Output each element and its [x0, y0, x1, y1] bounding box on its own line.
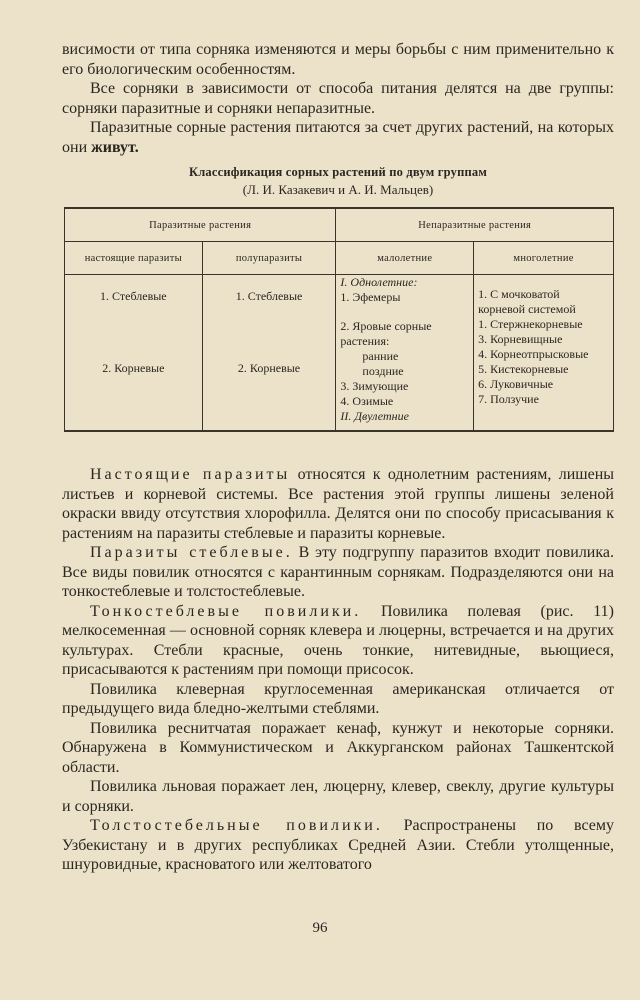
cell-perennial — [474, 275, 614, 432]
table-cell: 1. Эфемеры — [340, 290, 401, 304]
paragraph-ciliate-dodder: Повилика реснитчатая поражает кенаф, кунжут и некоторые сорняки. Обнаружена в Коммунистическом и Аккурганском районах Ташкентской области. — [62, 719, 614, 776]
paragraph-flax-dodder: Повилика льновая поражает лен, люцерну, клевер, свеклу, другие культуры и сорняки. — [62, 778, 614, 815]
table-header-row-1 — [65, 208, 614, 242]
header-true-parasites: настоящие паразиты — [65, 242, 203, 275]
intro-paragraph-3-bold: живут. — [91, 138, 139, 156]
intro-paragraph-3 — [62, 118, 614, 157]
table-caption — [62, 164, 614, 198]
paragraph-thin-stem — [62, 602, 614, 680]
table-cell: 1. Стеблевые — [100, 289, 167, 303]
term-thick-stem: Толстостебельные повилики. — [90, 817, 383, 834]
table-cell: 1. С мочковатой корневой системой — [478, 287, 576, 316]
header-nonparasitic: Непаразитные растения — [336, 208, 614, 242]
paragraph-text: Распространены по всему Узбекистану и в других республиках Средней Азии. Стебли утолщенные, шнуровидные, красноватого или желтоватого — [62, 817, 614, 873]
cell-short-lived — [336, 275, 474, 432]
table-cell: 2. Корневые — [237, 361, 301, 375]
intro-paragraph-1: висимости от типа сорняка изменяются и меры борьбы с ним применительно к его биологическим особенностям. — [62, 41, 614, 78]
paragraph-stem-parasites — [62, 543, 614, 602]
paragraph-text: относятся к однолетним растениям, лишены листьев и корневой системы. Все растения этой группы лишены зеленой окраски ввиду отсутствия хлорофилла. Делятся они по способу присасывания к растениям на паразиты стеблевые и паразиты корневые. — [62, 466, 615, 542]
body-text — [62, 465, 614, 875]
table-header-row-2 — [65, 242, 614, 275]
table-cell: 2. Корневые — [102, 361, 165, 375]
header-short-lived: малолетние — [336, 242, 474, 275]
table-body-row — [65, 275, 614, 432]
table-caption-authors: (Л. И. Казакевич и А. И. Мальцев) — [242, 182, 434, 197]
table-caption-title: Классификация сорных растений по двум группам — [188, 165, 488, 179]
table-cell: 1. Стержнекорневые — [478, 317, 583, 331]
intro-paragraph-2: Все сорняки в зависимости от способа питания делятся на две группы: сорняки паразитные и сорняки непаразитные. — [62, 80, 614, 117]
header-semi-parasites: полупаразиты — [202, 242, 336, 275]
paragraph-text: Повилика полевая (рис. 11) мелкосеменная — основной сорняк клевера и люцерны, встречается и на других культурах. Стебли красные, очень тонкие, нитевидные, вьющиеся, присасываются к растениям при помощи присосок. — [62, 602, 615, 678]
table-cell: ранние — [362, 349, 399, 363]
table-cell: 3. Зимующие — [340, 379, 409, 393]
term-true-parasites: Настоящие паразиты — [90, 466, 291, 483]
table-cell: 6. Луковичные — [478, 377, 554, 391]
term-stem-parasites: Паразиты стеблевые. — [90, 544, 293, 561]
weed-classification-table — [64, 207, 614, 432]
table-cell: 7. Ползучие — [478, 392, 539, 406]
paragraph-text: В эту подгруппу паразитов входит повилика. Все виды повилик относятся с карантинным сорнякам. Подразделяются они на тонкостеблевые и толстостеблевые. — [62, 544, 614, 600]
paragraph-true-parasites — [62, 465, 614, 543]
table-cell: 4. Корнеотпрысковые — [478, 347, 589, 361]
table-cell: 1. Стеблевые — [235, 289, 303, 303]
header-perennial: многолетние — [474, 242, 614, 275]
table-cell: I. Однолетние: — [340, 275, 418, 289]
table-cell: II. Двулетние — [340, 409, 409, 423]
paragraph-clover-dodder: Повилика клеверная круглосеменная американская отличается от предыдущего вида бледно-желтыми стеблями. — [62, 680, 614, 717]
table-cell: 3. Корневищные — [478, 332, 563, 346]
cell-semi-parasites — [202, 275, 336, 432]
page-number: 96 — [312, 920, 328, 936]
table-cell: 5. Кистекорневые — [478, 362, 569, 376]
table-cell: 4. Озимые — [340, 394, 394, 408]
term-thin-stem: Тонкостеблевые повилики. — [90, 602, 362, 620]
cell-true-parasites — [65, 275, 203, 432]
intro-paragraph-3-text: Паразитные сорные растения питаются за счет других растений, на которых они — [62, 119, 614, 156]
intro-text — [62, 40, 614, 157]
table-cell: 2. Яровые сорные растения: — [340, 319, 432, 348]
table-cell: поздние — [362, 364, 404, 378]
paragraph-thick-stem — [62, 816, 614, 875]
header-parasitic: Паразитные растения — [65, 208, 336, 242]
